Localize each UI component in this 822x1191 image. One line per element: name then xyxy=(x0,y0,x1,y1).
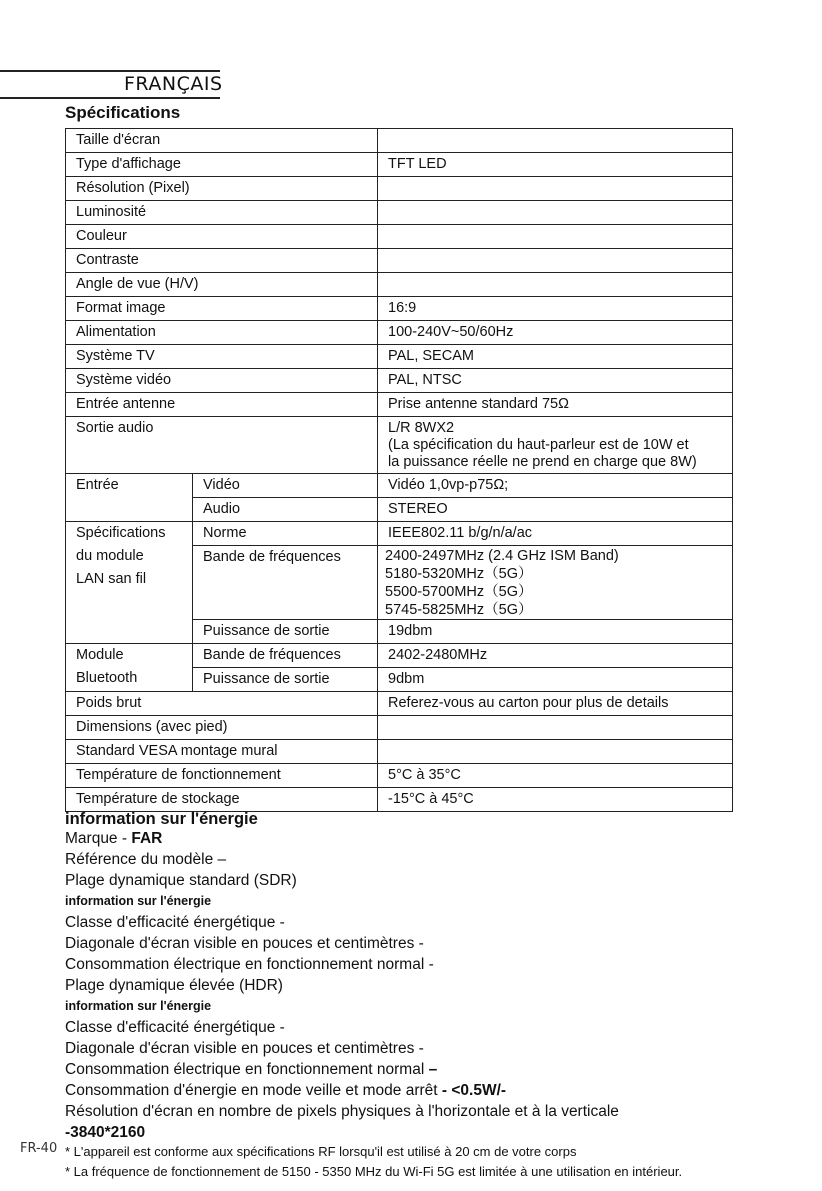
row-label: Système TV xyxy=(66,345,378,369)
row-value xyxy=(378,740,733,764)
brand-line xyxy=(65,828,805,849)
specifications-table xyxy=(65,128,733,812)
row-value xyxy=(378,201,733,225)
wlan-band-line: 5500-5700MHz（5G） xyxy=(385,584,533,600)
table-row xyxy=(66,153,733,177)
resolution-text: Résolution d'écran en nombre de pixels physiques à l'horizontale et à la verticale xyxy=(65,1103,619,1120)
audio-out-line: la puissance réelle ne prend en charge que 8W) xyxy=(388,454,697,470)
wlan-group-label xyxy=(66,522,193,644)
table-row xyxy=(66,225,733,249)
row-value: PAL, NTSC xyxy=(378,369,733,393)
table-row xyxy=(66,417,733,474)
sub-label: Vidéo xyxy=(193,474,378,498)
row-value: PAL, SECAM xyxy=(378,345,733,369)
energy-heading: information sur l'énergie xyxy=(65,810,258,828)
row-value xyxy=(378,273,733,297)
page-number: FR-40 xyxy=(20,1141,58,1156)
sub-label: Norme xyxy=(193,522,378,546)
sub-label: Bande de fréquences xyxy=(193,644,378,668)
row-value: 9dbm xyxy=(378,668,733,692)
row-value: 5°C à 35°C xyxy=(378,764,733,788)
table-row xyxy=(66,522,733,546)
screen-diagonal: Diagonale d'écran visible en pouces et centimètres - xyxy=(65,1040,424,1057)
row-value: STEREO xyxy=(378,498,733,522)
wlan-band-line: 5180-5320MHz（5G） xyxy=(385,566,533,582)
row-value: Vidéo 1,0vp-p75Ω; xyxy=(378,474,733,498)
header-rule-top xyxy=(0,70,220,72)
power-consumption xyxy=(65,1059,805,1080)
row-label: Luminosité xyxy=(66,201,378,225)
model-reference: Référence du modèle – xyxy=(65,851,227,868)
language-heading: FRANÇAIS xyxy=(124,73,223,95)
row-label: Système vidéo xyxy=(66,369,378,393)
row-value xyxy=(378,249,733,273)
bluetooth-group-label xyxy=(66,644,193,692)
table-row xyxy=(66,644,733,668)
row-label: Taille d'écran xyxy=(66,129,378,153)
hdr-heading: Plage dynamique élevée (HDR) xyxy=(65,977,283,994)
row-label: Contraste xyxy=(66,249,378,273)
energy-information xyxy=(65,810,805,1143)
footnotes xyxy=(65,1142,682,1182)
wlan-label-line: LAN san fil xyxy=(76,571,147,587)
standby-consumption xyxy=(65,1080,805,1101)
audio-out-line: L/R 8WX2 xyxy=(388,420,455,436)
row-label: Alimentation xyxy=(66,321,378,345)
standby-label: Consommation d'énergie en mode veille et mode arrêt xyxy=(65,1082,442,1099)
table-row xyxy=(66,273,733,297)
footnote: * L'appareil est conforme aux spécifications RF lorsqu'il est utilisé à 20 cm de votre corps xyxy=(65,1144,577,1159)
wlan-band-line: 5745-5825MHz（5G） xyxy=(385,602,533,618)
audio-out-line: (La spécification du haut-parleur est de 10W et xyxy=(388,437,689,453)
sdr-heading: Plage dynamique standard (SDR) xyxy=(65,872,297,889)
header-rule-bottom xyxy=(0,97,220,99)
wlan-label-line: Spécifications xyxy=(76,525,166,541)
power-consumption-label: Consommation électrique en fonctionnement normal xyxy=(65,1061,429,1078)
specifications-title: Spécifications xyxy=(65,103,181,122)
sub-label: Bande de fréquences xyxy=(193,546,378,620)
screen-diagonal: Diagonale d'écran visible en pouces et centimètres - xyxy=(65,935,424,952)
row-label: Sortie audio xyxy=(66,417,378,474)
table-row xyxy=(66,716,733,740)
row-value xyxy=(378,225,733,249)
table-row xyxy=(66,740,733,764)
standby-value: - <0.5W/- xyxy=(441,1082,507,1099)
row-label: Température de fonctionnement xyxy=(66,764,378,788)
table-row xyxy=(66,297,733,321)
row-label: Angle de vue (H/V) xyxy=(66,273,378,297)
sub-label: Audio xyxy=(193,498,378,522)
row-label: Résolution (Pixel) xyxy=(66,177,378,201)
power-consumption-dash: – xyxy=(428,1061,438,1078)
table-row xyxy=(66,393,733,417)
power-consumption: Consommation électrique en fonctionnement normal - xyxy=(65,956,434,973)
table-row xyxy=(66,249,733,273)
brand-value: FAR xyxy=(131,830,163,847)
table-row xyxy=(66,321,733,345)
row-value: 2402-2480MHz xyxy=(378,644,733,668)
row-label: Dimensions (avec pied) xyxy=(66,716,378,740)
bt-label-line: Bluetooth xyxy=(76,670,138,686)
row-value: 16:9 xyxy=(378,297,733,321)
table-row xyxy=(66,474,733,498)
row-value: Referez-vous au carton pour plus de details xyxy=(378,692,733,716)
table-row xyxy=(66,764,733,788)
row-label: Poids brut xyxy=(66,692,378,716)
row-label: Couleur xyxy=(66,225,378,249)
wlan-label-line: du module xyxy=(76,548,144,564)
row-value xyxy=(378,177,733,201)
row-value: Prise antenne standard 75Ω xyxy=(378,393,733,417)
row-value: 100-240V~50/60Hz xyxy=(378,321,733,345)
table-row xyxy=(66,177,733,201)
table-row xyxy=(66,369,733,393)
footnote: * La fréquence de fonctionnement de 5150 - 5350 MHz du Wi-Fi 5G est limitée à une utilisation en intérieur. xyxy=(65,1164,683,1179)
row-label: Entrée antenne xyxy=(66,393,378,417)
resolution-value: -3840*2160 xyxy=(65,1124,146,1141)
row-value: 19dbm xyxy=(378,620,733,644)
table-row xyxy=(66,129,733,153)
energy-class: Classe d'efficacité énergétique - xyxy=(65,914,285,931)
sub-label: Puissance de sortie xyxy=(193,620,378,644)
energy-subheading: information sur l'énergie xyxy=(65,894,212,908)
table-row xyxy=(66,345,733,369)
row-value xyxy=(378,417,733,474)
bt-label-line: Module xyxy=(76,647,124,663)
row-label: Format image xyxy=(66,297,378,321)
row-label: Température de stockage xyxy=(66,788,378,812)
row-label: Type d'affichage xyxy=(66,153,378,177)
energy-class: Classe d'efficacité énergétique - xyxy=(65,1019,285,1036)
table-row xyxy=(66,201,733,225)
row-value xyxy=(378,546,733,620)
brand-label: Marque - xyxy=(65,830,132,847)
table-row xyxy=(66,788,733,812)
row-value xyxy=(378,129,733,153)
energy-subheading: information sur l'énergie xyxy=(65,999,212,1013)
row-value: IEEE802.11 b/g/n/a/ac xyxy=(378,522,733,546)
table-row xyxy=(66,692,733,716)
row-label: Standard VESA montage mural xyxy=(66,740,378,764)
input-group-label: Entrée xyxy=(66,474,193,522)
sub-label: Puissance de sortie xyxy=(193,668,378,692)
row-value: TFT LED xyxy=(378,153,733,177)
row-value xyxy=(378,716,733,740)
wlan-band-line: 2400-2497MHz (2.4 GHz ISM Band) xyxy=(385,548,619,564)
row-value: -15°C à 45°C xyxy=(378,788,733,812)
